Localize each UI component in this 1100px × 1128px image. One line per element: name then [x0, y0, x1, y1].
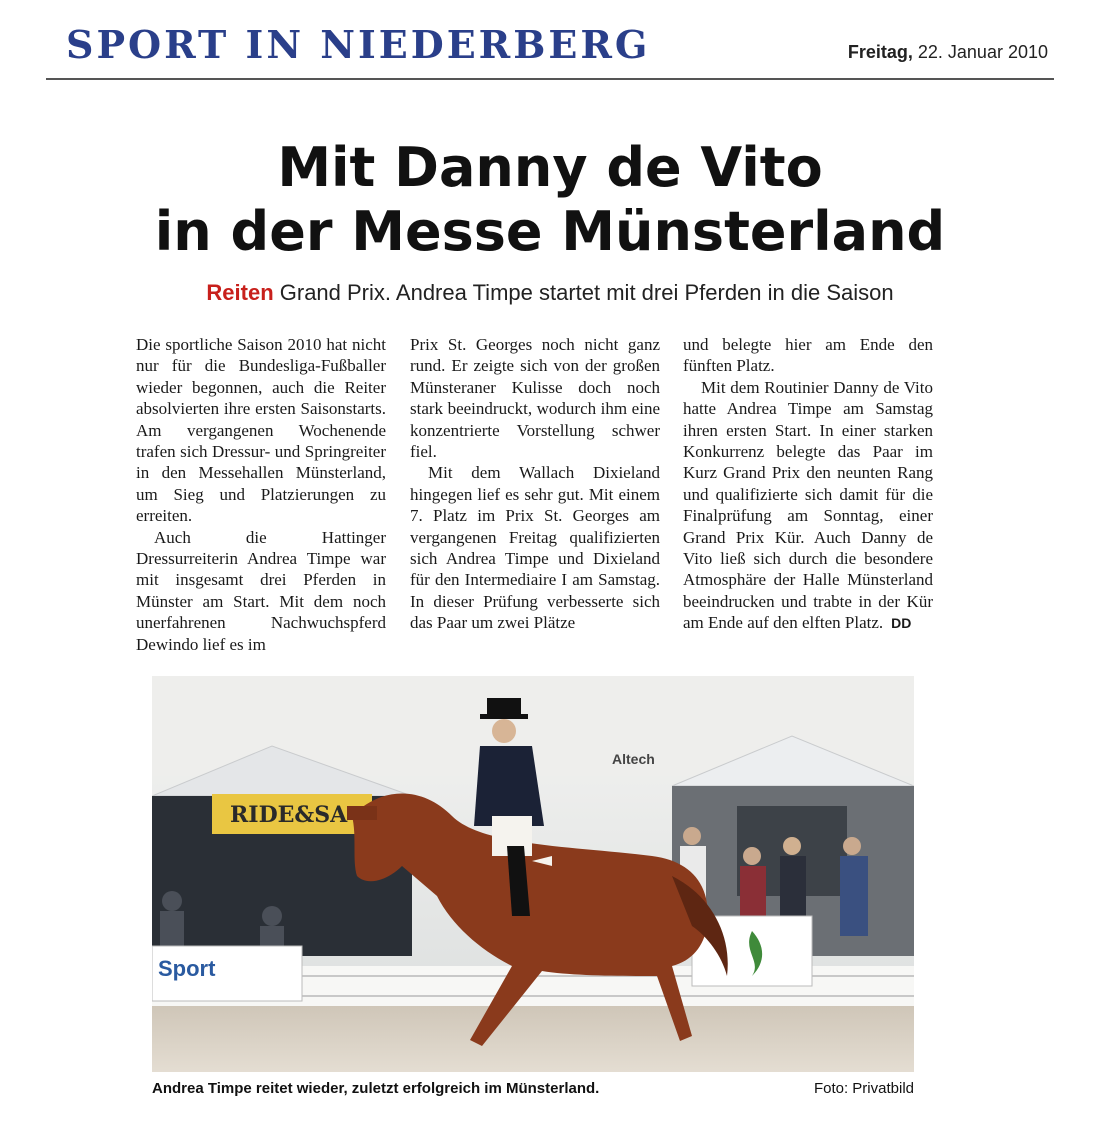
article-photo	[152, 676, 914, 1072]
dateline	[848, 42, 1048, 63]
photo-credit: Foto: Privatbild	[813, 1080, 914, 1097]
masthead: SPORT IN NIEDERBERG	[66, 22, 651, 67]
paragraph: Mit dem Wallach Dixieland hingegen lief es sehr gut. Mit einem 7. Platz im Prix St. Georges am vergangenen Freitag qualifizierten sich Andrea Timpe und Dixieland für den Intermediaire I am Samstag. In dieser Prüfung verbesserte sich das Paar um zwei Plätze	[410, 463, 660, 633]
dressage-photo-illustration	[152, 676, 914, 1072]
article-column-1	[136, 334, 386, 655]
ride-banner-text: RIDE&SA	[230, 802, 348, 828]
paragraph: Auch die Hattinger Dressurreiterin Andrea Timpe war mit insgesamt drei Pferden in Münster am Start. Mit dem noch unerfahrenen Nachwuchspferd Dewindo lief es im	[136, 527, 386, 654]
date-weekday: Freitag,	[847, 42, 913, 62]
paragraph: Die sportliche Saison 2010 hat nicht nur für die Bundesliga-Fußballer wieder begonnen, auch die Reiter absolvierten ihre ersten Saisonstarts. Am vergangenen Wochenende trafen sich Dressur- und Springreiter in den Messehallen Münsterland, um Sieg und Platzierungen zu erreiten.	[136, 335, 386, 526]
paragraph: Prix St. Georges noch nicht ganz rund. Er zeigte sich von der großen Münsteraner Kulisse doch noch stark beeindruckt, wodurch ihm eine konzentrierte Vorstellung schwer fiel.	[410, 335, 660, 462]
author-signature: DD	[891, 615, 912, 632]
subhead-text: Grand Prix. Andrea Timpe startet mit drei Pferden in die Saison	[273, 280, 894, 305]
sponsor-text: Altech	[612, 751, 655, 767]
header-rule	[46, 78, 1054, 80]
subhead-kicker: Reiten	[206, 280, 274, 305]
headline-line1: Mit Danny de Vito	[277, 136, 823, 199]
paragraph	[683, 377, 933, 635]
paragraph-text: Mit dem Routinier Danny de Vito hatte Andrea Timpe am Samstag ihren ersten Start. In einer starken Konkurrenz belegte das Paar im Kurz Grand Prix den neunten Rang und qualifizierte sich damit für die Finalprüfung am Sonntag, einer Grand Prix Kür. Auch Danny de Vito ließ sich durch die besondere Atmosphäre der Halle Münsterland beeindrucken und trabte in der Kür am Ende auf den elften Platz.	[683, 377, 933, 633]
paragraph: und belegte hier am Ende den fünften Platz.	[683, 335, 933, 376]
headline-line2: in der Messe Münsterland	[154, 200, 946, 263]
sport-banner-text: Sport	[158, 956, 216, 981]
article-column-3	[683, 334, 933, 635]
article-column-2	[410, 334, 660, 634]
date-rest: 22. Januar 2010	[912, 42, 1048, 62]
photo-caption: Andrea Timpe reitet wieder, zuletzt erfolgreich im Münsterland.	[152, 1080, 600, 1097]
subhead	[60, 280, 1040, 306]
